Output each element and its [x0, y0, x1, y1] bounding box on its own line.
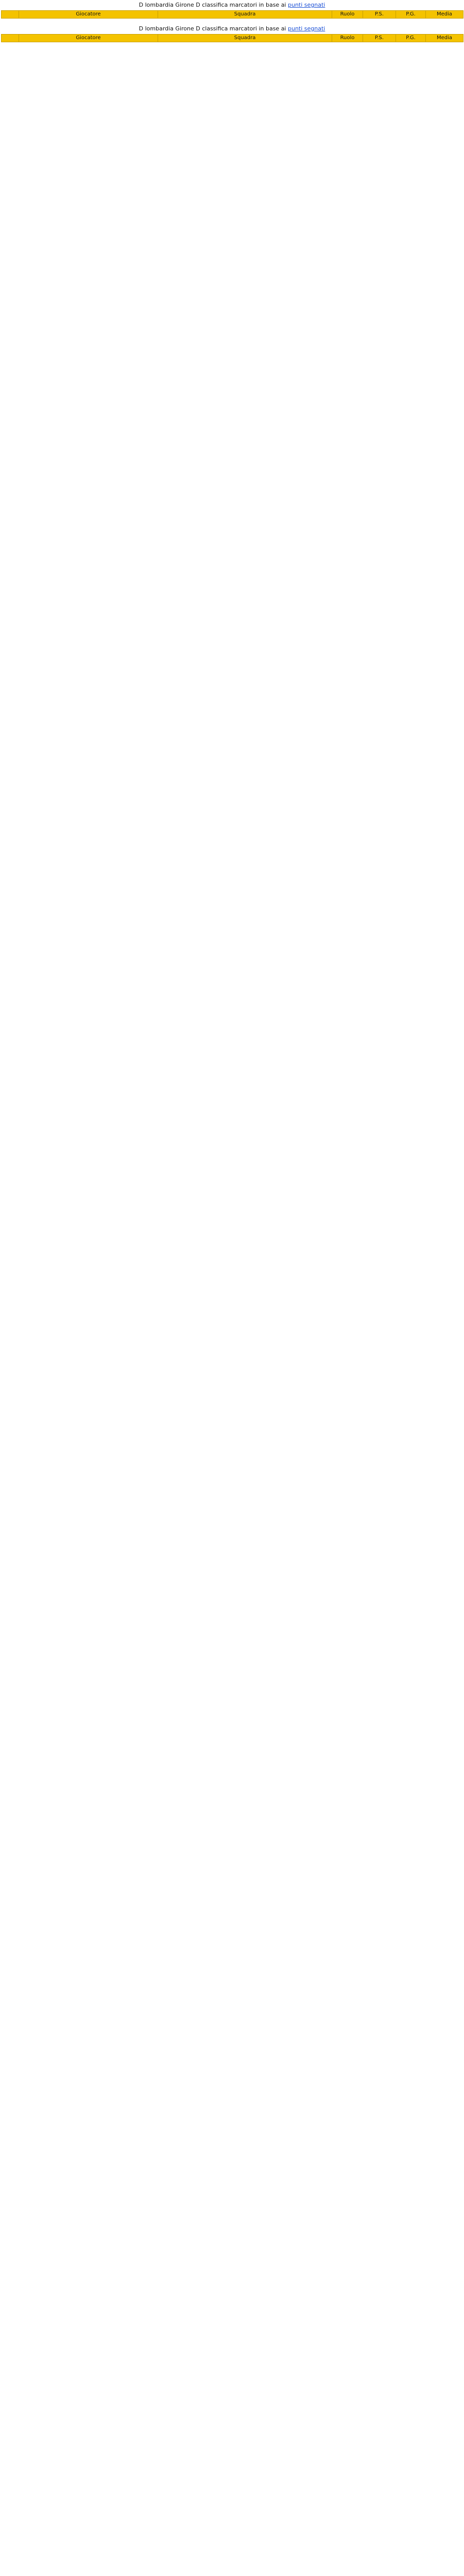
- column-header-average[interactable]: Media: [426, 35, 463, 42]
- table-header-row: [2, 35, 463, 42]
- column-header-player[interactable]: Giocatore: [19, 11, 158, 19]
- second-table-title-prefix: D lombardia Girone D classifica marcatori in base ai: [139, 25, 286, 32]
- page-title: [1, 0, 463, 10]
- column-header-role[interactable]: Ruolo: [332, 11, 363, 19]
- second-table-title: [1, 24, 463, 34]
- column-header-rank: [2, 11, 19, 19]
- page-title-prefix: D lombardia Girone D classifica marcatori in base ai: [139, 2, 286, 8]
- column-header-player[interactable]: Giocatore: [19, 35, 158, 42]
- page: [1, 0, 463, 42]
- column-header-points[interactable]: P.S.: [363, 11, 396, 19]
- scorers-table: [1, 10, 463, 19]
- second-scorers-table: [1, 34, 463, 42]
- table-header-row: [2, 11, 463, 19]
- page-title-link[interactable]: punti segnati: [288, 2, 325, 8]
- column-header-rank: [2, 35, 19, 42]
- column-header-points[interactable]: P.S.: [363, 35, 396, 42]
- column-header-average[interactable]: Media: [426, 11, 463, 19]
- column-header-role[interactable]: Ruolo: [332, 35, 363, 42]
- column-header-games[interactable]: P.G.: [396, 11, 426, 19]
- second-table-title-link[interactable]: punti segnati: [288, 25, 325, 32]
- column-header-team[interactable]: Squadra: [158, 35, 332, 42]
- column-header-team[interactable]: Squadra: [158, 11, 332, 19]
- column-header-games[interactable]: P.G.: [396, 35, 426, 42]
